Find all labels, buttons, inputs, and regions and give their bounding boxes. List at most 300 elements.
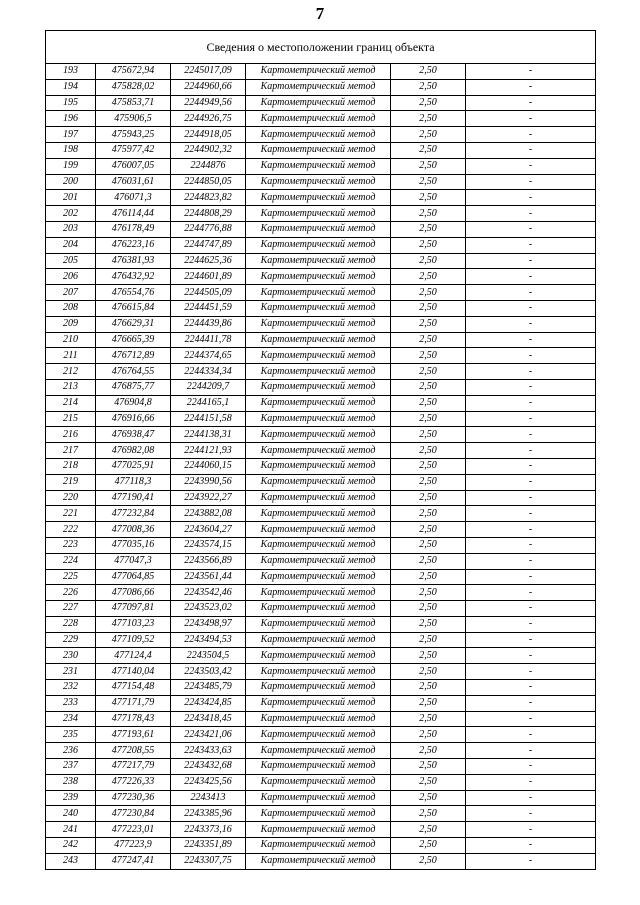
method-cell: Картометрический метод: [246, 237, 391, 253]
description-cell: -: [466, 759, 596, 775]
point-number-cell: 238: [46, 774, 96, 790]
x-coordinate-cell: 477086,66: [96, 585, 171, 601]
method-cell: Картометрический метод: [246, 774, 391, 790]
accuracy-cell: 2,50: [391, 648, 466, 664]
point-number-cell: 212: [46, 364, 96, 380]
accuracy-cell: 2,50: [391, 569, 466, 585]
y-coordinate-cell: 2243307,75: [171, 853, 246, 869]
method-cell: Картометрический метод: [246, 443, 391, 459]
x-coordinate-cell: 477097,81: [96, 601, 171, 617]
description-cell: -: [466, 79, 596, 95]
description-cell: -: [466, 506, 596, 522]
accuracy-cell: 2,50: [391, 806, 466, 822]
description-cell: -: [466, 158, 596, 174]
method-cell: Картометрический метод: [246, 395, 391, 411]
table-row: [46, 206, 596, 222]
table-row: [46, 838, 596, 854]
point-number-cell: 226: [46, 585, 96, 601]
accuracy-cell: 2,50: [391, 743, 466, 759]
table-row: [46, 743, 596, 759]
description-cell: -: [466, 806, 596, 822]
description-cell: -: [466, 743, 596, 759]
accuracy-cell: 2,50: [391, 727, 466, 743]
table-row: [46, 695, 596, 711]
method-cell: Картометрический метод: [246, 269, 391, 285]
y-coordinate-cell: 2243425,56: [171, 774, 246, 790]
description-cell: -: [466, 427, 596, 443]
point-number-cell: 210: [46, 332, 96, 348]
table-title: Сведения о местоположении границ объекта: [46, 31, 596, 64]
description-cell: -: [466, 142, 596, 158]
method-cell: Картометрический метод: [246, 332, 391, 348]
y-coordinate-cell: 2244209,7: [171, 379, 246, 395]
point-number-cell: 213: [46, 379, 96, 395]
point-number-cell: 204: [46, 237, 96, 253]
x-coordinate-cell: 476223,16: [96, 237, 171, 253]
accuracy-cell: 2,50: [391, 190, 466, 206]
table-row: [46, 806, 596, 822]
x-coordinate-cell: 477035,16: [96, 537, 171, 553]
y-coordinate-cell: 2243922,27: [171, 490, 246, 506]
description-cell: -: [466, 348, 596, 364]
method-cell: Картометрический метод: [246, 190, 391, 206]
y-coordinate-cell: 2244505,09: [171, 285, 246, 301]
x-coordinate-cell: 477154,48: [96, 680, 171, 696]
point-number-cell: 193: [46, 64, 96, 80]
table-row: [46, 395, 596, 411]
point-number-cell: 218: [46, 458, 96, 474]
y-coordinate-cell: 2243351,89: [171, 838, 246, 854]
method-cell: Картометрический метод: [246, 727, 391, 743]
method-cell: Картометрический метод: [246, 364, 391, 380]
accuracy-cell: 2,50: [391, 822, 466, 838]
accuracy-cell: 2,50: [391, 127, 466, 143]
x-coordinate-cell: 476982,08: [96, 443, 171, 459]
x-coordinate-cell: 477230,84: [96, 806, 171, 822]
accuracy-cell: 2,50: [391, 253, 466, 269]
y-coordinate-cell: 2244902,32: [171, 142, 246, 158]
y-coordinate-cell: 2244918,05: [171, 127, 246, 143]
table-row: [46, 569, 596, 585]
method-cell: Картометрический метод: [246, 300, 391, 316]
method-cell: Картометрический метод: [246, 806, 391, 822]
table-row: [46, 553, 596, 569]
method-cell: Картометрический метод: [246, 253, 391, 269]
table-row: [46, 364, 596, 380]
description-cell: -: [466, 111, 596, 127]
accuracy-cell: 2,50: [391, 506, 466, 522]
point-number-cell: 199: [46, 158, 96, 174]
method-cell: Картометрический метод: [246, 458, 391, 474]
y-coordinate-cell: 2243498,97: [171, 616, 246, 632]
description-cell: -: [466, 206, 596, 222]
method-cell: Картометрический метод: [246, 838, 391, 854]
table-row: [46, 522, 596, 538]
accuracy-cell: 2,50: [391, 790, 466, 806]
accuracy-cell: 2,50: [391, 443, 466, 459]
y-coordinate-cell: 2243574,15: [171, 537, 246, 553]
accuracy-cell: 2,50: [391, 142, 466, 158]
description-cell: -: [466, 569, 596, 585]
y-coordinate-cell: 2245017,09: [171, 64, 246, 80]
point-number-cell: 220: [46, 490, 96, 506]
description-cell: -: [466, 553, 596, 569]
x-coordinate-cell: 477064,85: [96, 569, 171, 585]
description-cell: -: [466, 395, 596, 411]
table-row: [46, 379, 596, 395]
x-coordinate-cell: 477223,9: [96, 838, 171, 854]
point-number-cell: 198: [46, 142, 96, 158]
accuracy-cell: 2,50: [391, 553, 466, 569]
accuracy-cell: 2,50: [391, 316, 466, 332]
method-cell: Картометрический метод: [246, 64, 391, 80]
y-coordinate-cell: 2243523,02: [171, 601, 246, 617]
method-cell: Картометрический метод: [246, 79, 391, 95]
accuracy-cell: 2,50: [391, 300, 466, 316]
accuracy-cell: 2,50: [391, 332, 466, 348]
table-row: [46, 585, 596, 601]
point-number-cell: 235: [46, 727, 96, 743]
point-number-cell: 230: [46, 648, 96, 664]
y-coordinate-cell: 2244601,89: [171, 269, 246, 285]
description-cell: -: [466, 474, 596, 490]
table-row: [46, 348, 596, 364]
method-cell: Картометрический метод: [246, 553, 391, 569]
description-cell: -: [466, 221, 596, 237]
method-cell: Картометрический метод: [246, 616, 391, 632]
accuracy-cell: 2,50: [391, 601, 466, 617]
description-cell: -: [466, 64, 596, 80]
y-coordinate-cell: 2244823,82: [171, 190, 246, 206]
point-number-cell: 214: [46, 395, 96, 411]
accuracy-cell: 2,50: [391, 490, 466, 506]
method-cell: Картометрический метод: [246, 695, 391, 711]
description-cell: -: [466, 174, 596, 190]
y-coordinate-cell: 2244374,65: [171, 348, 246, 364]
accuracy-cell: 2,50: [391, 348, 466, 364]
description-cell: -: [466, 95, 596, 111]
y-coordinate-cell: 2243494,53: [171, 632, 246, 648]
point-number-cell: 228: [46, 616, 96, 632]
description-cell: -: [466, 316, 596, 332]
page-number: 7: [315, 4, 325, 23]
table-row: [46, 221, 596, 237]
x-coordinate-cell: 477118,3: [96, 474, 171, 490]
point-number-cell: 201: [46, 190, 96, 206]
y-coordinate-cell: 2244411,78: [171, 332, 246, 348]
description-cell: -: [466, 127, 596, 143]
description-cell: -: [466, 822, 596, 838]
table-row: [46, 790, 596, 806]
y-coordinate-cell: 2244439,86: [171, 316, 246, 332]
method-cell: Картометрический метод: [246, 474, 391, 490]
point-number-cell: 240: [46, 806, 96, 822]
accuracy-cell: 2,50: [391, 174, 466, 190]
x-coordinate-cell: 477008,36: [96, 522, 171, 538]
y-coordinate-cell: 2244960,66: [171, 79, 246, 95]
table-row: [46, 490, 596, 506]
description-cell: -: [466, 790, 596, 806]
x-coordinate-cell: 477178,43: [96, 711, 171, 727]
method-cell: Картометрический метод: [246, 206, 391, 222]
accuracy-cell: 2,50: [391, 206, 466, 222]
accuracy-cell: 2,50: [391, 364, 466, 380]
description-cell: -: [466, 774, 596, 790]
method-cell: Картометрический метод: [246, 585, 391, 601]
accuracy-cell: 2,50: [391, 664, 466, 680]
table-row: [46, 443, 596, 459]
table-row: [46, 158, 596, 174]
point-number-cell: 194: [46, 79, 96, 95]
x-coordinate-cell: 475672,94: [96, 64, 171, 80]
y-coordinate-cell: 2243432,68: [171, 759, 246, 775]
description-cell: -: [466, 364, 596, 380]
method-cell: Картометрический метод: [246, 664, 391, 680]
point-number-cell: 202: [46, 206, 96, 222]
method-cell: Картометрический метод: [246, 427, 391, 443]
description-cell: -: [466, 632, 596, 648]
accuracy-cell: 2,50: [391, 221, 466, 237]
accuracy-cell: 2,50: [391, 395, 466, 411]
table-row: [46, 680, 596, 696]
x-coordinate-cell: 477232,84: [96, 506, 171, 522]
accuracy-cell: 2,50: [391, 774, 466, 790]
accuracy-cell: 2,50: [391, 379, 466, 395]
table-row: [46, 537, 596, 553]
point-number-cell: 203: [46, 221, 96, 237]
point-number-cell: 224: [46, 553, 96, 569]
x-coordinate-cell: 477190,41: [96, 490, 171, 506]
x-coordinate-cell: 476071,3: [96, 190, 171, 206]
method-cell: Картометрический метод: [246, 648, 391, 664]
description-cell: -: [466, 853, 596, 869]
description-cell: -: [466, 332, 596, 348]
point-number-cell: 243: [46, 853, 96, 869]
boundary-coordinates-table: [45, 30, 596, 870]
table-row: [46, 269, 596, 285]
method-cell: Картометрический метод: [246, 411, 391, 427]
table-row: [46, 411, 596, 427]
y-coordinate-cell: 2243566,89: [171, 553, 246, 569]
point-number-cell: 242: [46, 838, 96, 854]
y-coordinate-cell: 2244060,15: [171, 458, 246, 474]
point-number-cell: 221: [46, 506, 96, 522]
x-coordinate-cell: 476665,39: [96, 332, 171, 348]
table-title-row: [46, 31, 596, 64]
method-cell: Картометрический метод: [246, 174, 391, 190]
method-cell: Картометрический метод: [246, 522, 391, 538]
x-coordinate-cell: 475906,5: [96, 111, 171, 127]
description-cell: -: [466, 616, 596, 632]
point-number-cell: 234: [46, 711, 96, 727]
x-coordinate-cell: 476629,31: [96, 316, 171, 332]
y-coordinate-cell: 2243504,5: [171, 648, 246, 664]
table-row: [46, 632, 596, 648]
x-coordinate-cell: 477217,79: [96, 759, 171, 775]
point-number-cell: 236: [46, 743, 96, 759]
accuracy-cell: 2,50: [391, 616, 466, 632]
point-number-cell: 205: [46, 253, 96, 269]
point-number-cell: 207: [46, 285, 96, 301]
method-cell: Картометрический метод: [246, 221, 391, 237]
point-number-cell: 206: [46, 269, 96, 285]
point-number-cell: 211: [46, 348, 96, 364]
y-coordinate-cell: 2243385,96: [171, 806, 246, 822]
description-cell: -: [466, 490, 596, 506]
method-cell: Картометрический метод: [246, 790, 391, 806]
table-row: [46, 142, 596, 158]
point-number-cell: 237: [46, 759, 96, 775]
table-row: [46, 127, 596, 143]
x-coordinate-cell: 475943,25: [96, 127, 171, 143]
y-coordinate-cell: 2243503,42: [171, 664, 246, 680]
accuracy-cell: 2,50: [391, 411, 466, 427]
point-number-cell: 223: [46, 537, 96, 553]
table-row: [46, 774, 596, 790]
x-coordinate-cell: 476904,8: [96, 395, 171, 411]
accuracy-cell: 2,50: [391, 632, 466, 648]
method-cell: Картометрический метод: [246, 158, 391, 174]
y-coordinate-cell: 2244451,59: [171, 300, 246, 316]
point-number-cell: 239: [46, 790, 96, 806]
x-coordinate-cell: 477223,01: [96, 822, 171, 838]
description-cell: -: [466, 601, 596, 617]
y-coordinate-cell: 2243604,27: [171, 522, 246, 538]
method-cell: Картометрический метод: [246, 506, 391, 522]
description-cell: -: [466, 300, 596, 316]
y-coordinate-cell: 2244876: [171, 158, 246, 174]
description-cell: -: [466, 838, 596, 854]
description-cell: -: [466, 411, 596, 427]
description-cell: -: [466, 648, 596, 664]
x-coordinate-cell: 476712,89: [96, 348, 171, 364]
point-number-cell: 208: [46, 300, 96, 316]
accuracy-cell: 2,50: [391, 759, 466, 775]
method-cell: Картометрический метод: [246, 379, 391, 395]
x-coordinate-cell: 475977,42: [96, 142, 171, 158]
table-row: [46, 474, 596, 490]
x-coordinate-cell: 476554,76: [96, 285, 171, 301]
description-cell: -: [466, 695, 596, 711]
description-cell: -: [466, 458, 596, 474]
description-cell: -: [466, 379, 596, 395]
x-coordinate-cell: 476007,05: [96, 158, 171, 174]
y-coordinate-cell: 2244747,89: [171, 237, 246, 253]
table-row: [46, 190, 596, 206]
y-coordinate-cell: 2244776,88: [171, 221, 246, 237]
accuracy-cell: 2,50: [391, 537, 466, 553]
table-row: [46, 427, 596, 443]
method-cell: Картометрический метод: [246, 759, 391, 775]
accuracy-cell: 2,50: [391, 711, 466, 727]
method-cell: Картометрический метод: [246, 111, 391, 127]
description-cell: -: [466, 680, 596, 696]
x-coordinate-cell: 477047,3: [96, 553, 171, 569]
y-coordinate-cell: 2244334,34: [171, 364, 246, 380]
y-coordinate-cell: 2243413: [171, 790, 246, 806]
description-cell: -: [466, 190, 596, 206]
accuracy-cell: 2,50: [391, 585, 466, 601]
x-coordinate-cell: 477193,61: [96, 727, 171, 743]
table-row: [46, 64, 596, 80]
description-cell: -: [466, 269, 596, 285]
table-row: [46, 664, 596, 680]
accuracy-cell: 2,50: [391, 474, 466, 490]
x-coordinate-cell: 476031,61: [96, 174, 171, 190]
table-row: [46, 506, 596, 522]
point-number-cell: 231: [46, 664, 96, 680]
method-cell: Картометрический метод: [246, 348, 391, 364]
x-coordinate-cell: 476938,47: [96, 427, 171, 443]
method-cell: Картометрический метод: [246, 490, 391, 506]
table-row: [46, 316, 596, 332]
y-coordinate-cell: 2243373,16: [171, 822, 246, 838]
table-row: [46, 601, 596, 617]
point-number-cell: 197: [46, 127, 96, 143]
y-coordinate-cell: 2243542,46: [171, 585, 246, 601]
method-cell: Картометрический метод: [246, 680, 391, 696]
y-coordinate-cell: 2244926,75: [171, 111, 246, 127]
y-coordinate-cell: 2244625,36: [171, 253, 246, 269]
description-cell: -: [466, 585, 596, 601]
table-row: [46, 95, 596, 111]
table-row: [46, 253, 596, 269]
y-coordinate-cell: 2244165,1: [171, 395, 246, 411]
table-row: [46, 853, 596, 869]
y-coordinate-cell: 2244151,58: [171, 411, 246, 427]
y-coordinate-cell: 2243990,56: [171, 474, 246, 490]
description-cell: -: [466, 537, 596, 553]
point-number-cell: 215: [46, 411, 96, 427]
table-row: [46, 822, 596, 838]
x-coordinate-cell: 476114,44: [96, 206, 171, 222]
y-coordinate-cell: 2244808,29: [171, 206, 246, 222]
accuracy-cell: 2,50: [391, 522, 466, 538]
x-coordinate-cell: 476615,84: [96, 300, 171, 316]
accuracy-cell: 2,50: [391, 79, 466, 95]
point-number-cell: 209: [46, 316, 96, 332]
x-coordinate-cell: 476916,66: [96, 411, 171, 427]
method-cell: Картометрический метод: [246, 743, 391, 759]
table-row: [46, 237, 596, 253]
accuracy-cell: 2,50: [391, 695, 466, 711]
method-cell: Картометрический метод: [246, 711, 391, 727]
y-coordinate-cell: 2243424,85: [171, 695, 246, 711]
description-cell: -: [466, 727, 596, 743]
method-cell: Картометрический метод: [246, 822, 391, 838]
accuracy-cell: 2,50: [391, 680, 466, 696]
x-coordinate-cell: 477025,91: [96, 458, 171, 474]
table-row: [46, 759, 596, 775]
table-row: [46, 616, 596, 632]
y-coordinate-cell: 2243421,06: [171, 727, 246, 743]
accuracy-cell: 2,50: [391, 458, 466, 474]
table-body: [46, 64, 596, 870]
point-number-cell: 219: [46, 474, 96, 490]
y-coordinate-cell: 2243418,45: [171, 711, 246, 727]
point-number-cell: 196: [46, 111, 96, 127]
y-coordinate-cell: 2243561,44: [171, 569, 246, 585]
point-number-cell: 217: [46, 443, 96, 459]
description-cell: -: [466, 237, 596, 253]
table-row: [46, 727, 596, 743]
point-number-cell: 229: [46, 632, 96, 648]
description-cell: -: [466, 522, 596, 538]
x-coordinate-cell: 476764,55: [96, 364, 171, 380]
method-cell: Картометрический метод: [246, 537, 391, 553]
table-row: [46, 332, 596, 348]
x-coordinate-cell: 477208,55: [96, 743, 171, 759]
